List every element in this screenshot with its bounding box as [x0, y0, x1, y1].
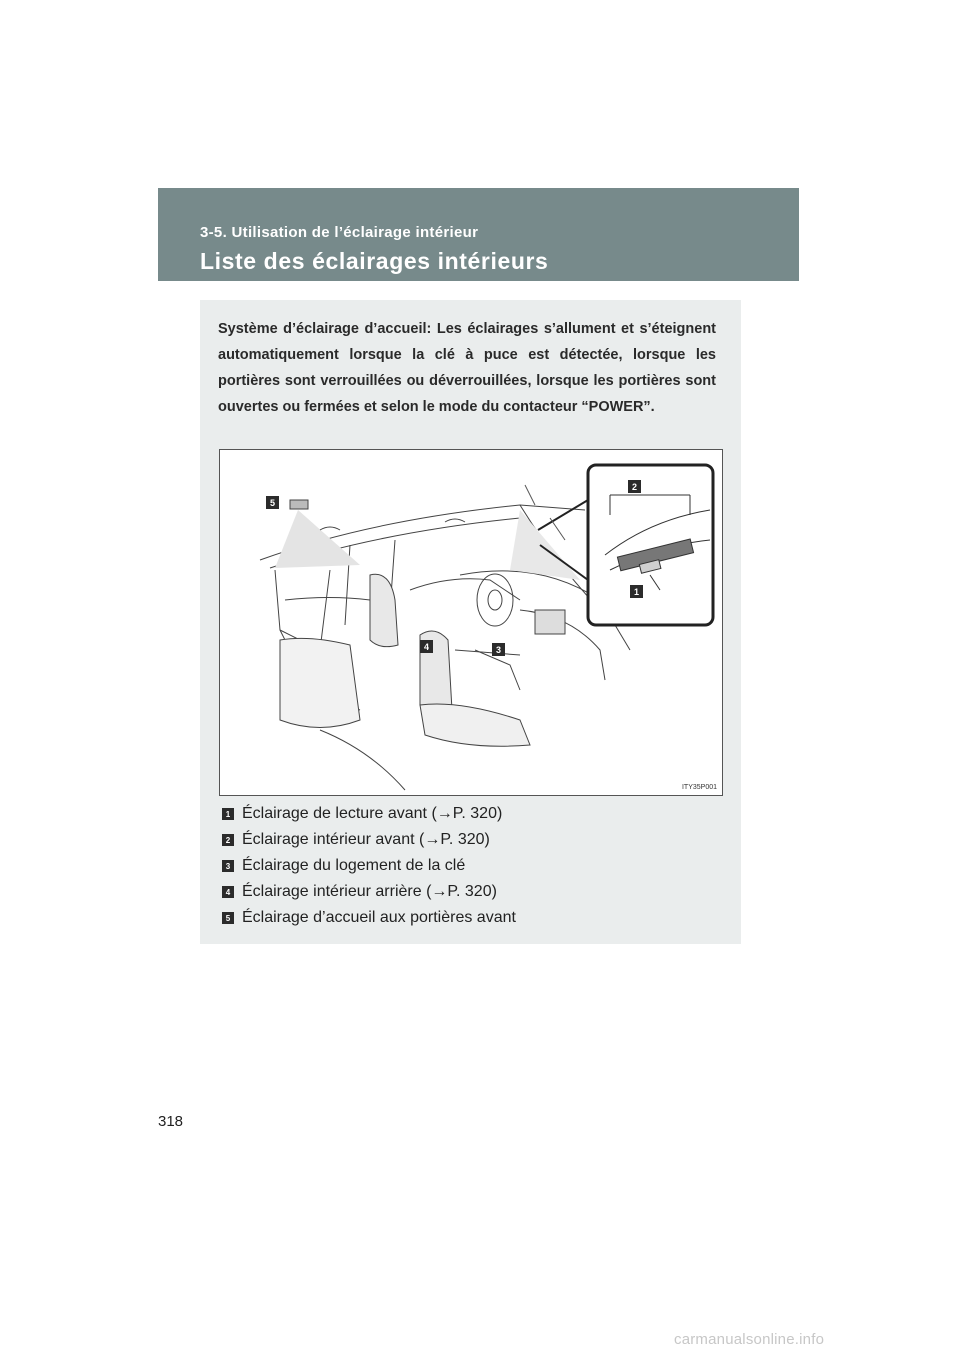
number-badge: 1 — [222, 808, 234, 820]
number-badge: 4 — [222, 886, 234, 898]
legend-text: Éclairage d’accueil aux portières avant — [242, 909, 516, 926]
number-badge: 3 — [222, 860, 234, 872]
callout-2: 2 — [628, 480, 641, 493]
legend-item — [222, 905, 722, 931]
legend-text: Éclairage intérieur arrière (→P. 320) — [242, 883, 497, 900]
interior-illustration — [219, 449, 723, 796]
section-label: 3-5. Utilisation de l’éclairage intérieur — [200, 224, 479, 241]
legend-item — [222, 853, 722, 879]
page-number: 318 — [158, 1113, 184, 1130]
legend-text: Éclairage intérieur avant (→P. 320) — [242, 831, 490, 848]
watermark: carmanualsonline.info — [674, 1331, 825, 1348]
legend-list — [222, 801, 722, 931]
intro-paragraph: Système d’éclairage d’accueil: Les éclairages s’allument et s’éteignent automatiquement lorsque la clé à puce est détectée, lorsque les portières sont verrouillées ou déverrouillées, lorsque les portières sont ouvertes ou fermées et selon le mode du contacteur “POWER”. — [218, 321, 716, 415]
section-header — [158, 188, 799, 281]
legend-item — [222, 879, 722, 905]
callout-3: 3 — [492, 643, 505, 656]
number-badge: 5 — [222, 912, 234, 924]
content-panel — [200, 300, 741, 944]
legend-item — [222, 801, 722, 827]
legend-item — [222, 827, 722, 853]
callout-5: 5 — [266, 496, 279, 509]
legend-text: Éclairage de lecture avant (→P. 320) — [242, 805, 503, 822]
page-title: Liste des éclairages intérieurs — [200, 248, 549, 274]
number-badge: 2 — [222, 834, 234, 846]
car-interior-drawing — [220, 450, 722, 795]
legend-text: Éclairage du logement de la clé — [242, 857, 466, 874]
callout-1: 1 — [630, 585, 643, 598]
callout-4: 4 — [420, 640, 433, 653]
figure-code: ITY35P001 — [681, 784, 717, 791]
